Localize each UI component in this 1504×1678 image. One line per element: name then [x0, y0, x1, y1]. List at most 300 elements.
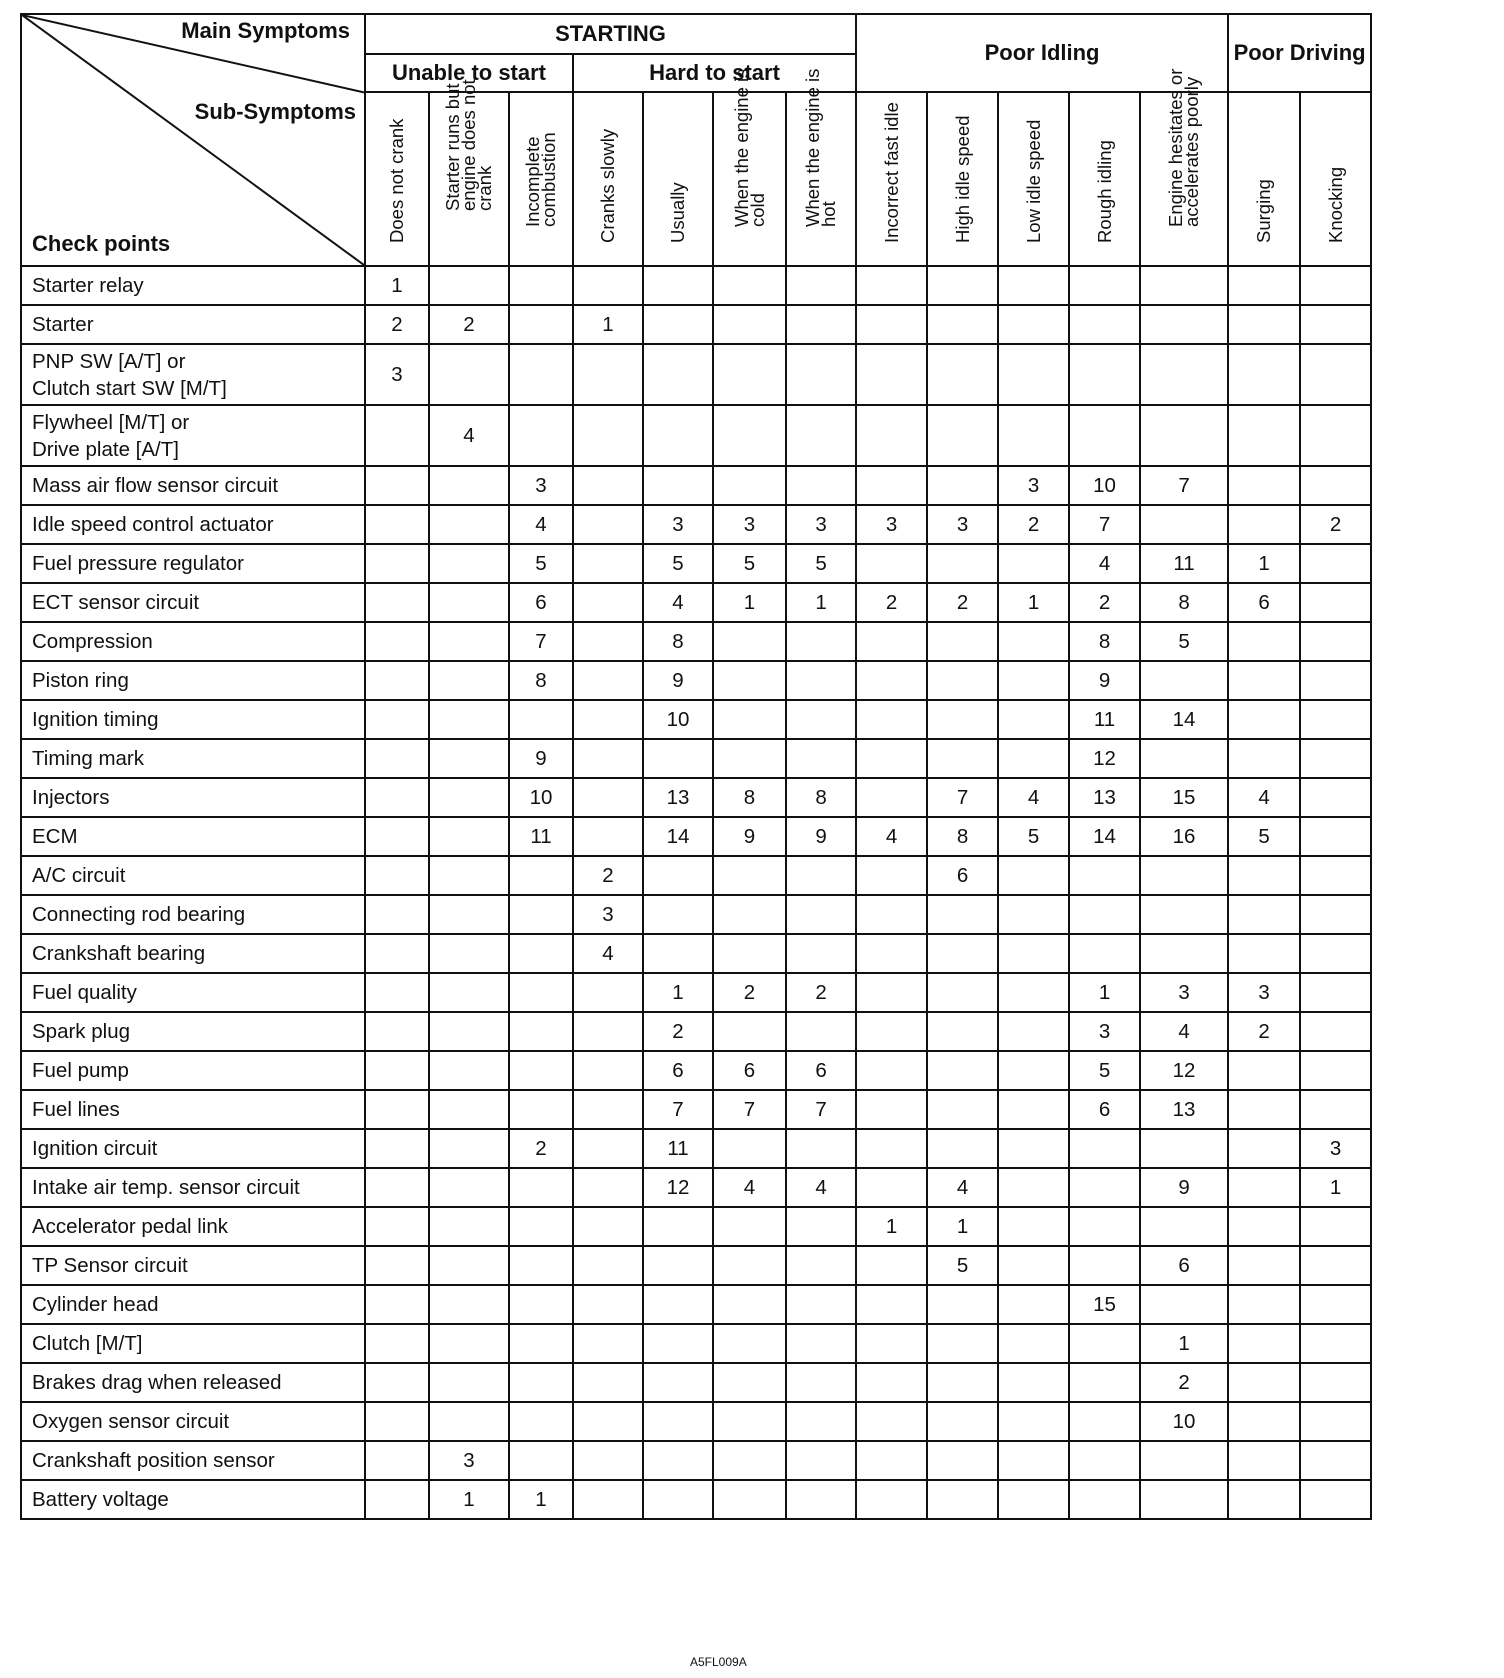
priority-cell: 2: [509, 1129, 573, 1168]
priority-cell: [713, 700, 786, 739]
priority-cell: [1069, 1480, 1140, 1519]
priority-cell: [509, 1051, 573, 1090]
priority-cell: [1140, 934, 1228, 973]
table-row: [21, 305, 1371, 344]
check-point-label: Piston ring: [21, 661, 365, 700]
priority-cell: [927, 1285, 998, 1324]
priority-cell: [573, 1402, 643, 1441]
priority-cell: [643, 1285, 713, 1324]
priority-cell: [998, 1363, 1069, 1402]
table-row: [21, 700, 1371, 739]
priority-cell: 4: [927, 1168, 998, 1207]
priority-cell: 12: [1069, 739, 1140, 778]
priority-cell: [998, 739, 1069, 778]
priority-cell: [1300, 1480, 1371, 1519]
priority-cell: 9: [509, 739, 573, 778]
priority-cell: [1228, 1207, 1300, 1246]
priority-cell: 2: [1300, 505, 1371, 544]
table-row: [21, 1480, 1371, 1519]
priority-cell: 4: [856, 817, 927, 856]
priority-cell: [365, 1480, 429, 1519]
check-point-label: Injectors: [21, 778, 365, 817]
priority-cell: [573, 1480, 643, 1519]
priority-cell: [1140, 1480, 1228, 1519]
check-point-label: Ignition circuit: [21, 1129, 365, 1168]
priority-cell: 2: [643, 1012, 713, 1051]
priority-cell: [365, 856, 429, 895]
priority-cell: [786, 266, 856, 305]
sub-symptom-header: [429, 79, 509, 266]
priority-cell: [429, 856, 509, 895]
priority-cell: [713, 305, 786, 344]
sub-symptom-label: Incorrect fast idle: [880, 102, 902, 243]
priority-cell: 7: [1140, 466, 1228, 505]
check-point-label: Flywheel [M/T] or Drive plate [A/T]: [21, 405, 365, 466]
priority-cell: [856, 661, 927, 700]
priority-cell: [998, 1480, 1069, 1519]
priority-cell: 3: [786, 505, 856, 544]
sub-symptom-header: [1300, 92, 1371, 266]
priority-cell: 8: [509, 661, 573, 700]
priority-cell: [856, 1480, 927, 1519]
table-row: [21, 1441, 1371, 1480]
priority-cell: 6: [927, 856, 998, 895]
priority-cell: [1069, 1324, 1140, 1363]
priority-cell: [786, 622, 856, 661]
priority-cell: 8: [713, 778, 786, 817]
priority-cell: [713, 405, 786, 466]
priority-cell: [1228, 405, 1300, 466]
priority-cell: [1228, 305, 1300, 344]
priority-cell: [786, 1363, 856, 1402]
priority-cell: 10: [643, 700, 713, 739]
priority-cell: [1069, 1207, 1140, 1246]
priority-cell: [365, 466, 429, 505]
priority-cell: 4: [429, 405, 509, 466]
priority-cell: [1300, 1090, 1371, 1129]
priority-cell: [365, 661, 429, 700]
check-point-label: Starter relay: [21, 266, 365, 305]
priority-cell: [998, 973, 1069, 1012]
priority-cell: [786, 1012, 856, 1051]
priority-cell: [927, 305, 998, 344]
priority-cell: [786, 1441, 856, 1480]
priority-cell: [1228, 344, 1300, 405]
priority-cell: [998, 895, 1069, 934]
priority-cell: 15: [1140, 778, 1228, 817]
priority-cell: [856, 700, 927, 739]
priority-cell: 5: [509, 544, 573, 583]
priority-cell: [927, 622, 998, 661]
table-row: [21, 739, 1371, 778]
priority-cell: [643, 1207, 713, 1246]
table-row: [21, 1090, 1371, 1129]
priority-cell: [856, 1324, 927, 1363]
priority-cell: [1228, 1402, 1300, 1441]
table-row: [21, 266, 1371, 305]
sub-symptom-header: [1069, 92, 1140, 266]
priority-cell: [365, 817, 429, 856]
priority-cell: [365, 1402, 429, 1441]
priority-cell: 12: [643, 1168, 713, 1207]
priority-cell: [713, 1324, 786, 1363]
header-corner-cell: [21, 14, 365, 266]
sub-symptoms-label: Sub-Symptoms: [194, 99, 356, 124]
priority-cell: [643, 856, 713, 895]
priority-cell: 5: [713, 544, 786, 583]
table-row: [21, 1285, 1371, 1324]
priority-cell: [927, 700, 998, 739]
table-row: [21, 1363, 1371, 1402]
priority-cell: [927, 1324, 998, 1363]
priority-cell: [998, 700, 1069, 739]
priority-cell: [1300, 817, 1371, 856]
check-point-label: Ignition timing: [21, 700, 365, 739]
priority-cell: [856, 1168, 927, 1207]
priority-cell: [573, 505, 643, 544]
priority-cell: [786, 1402, 856, 1441]
sub-symptom-header: [365, 92, 429, 266]
priority-cell: [643, 895, 713, 934]
priority-cell: [365, 622, 429, 661]
priority-cell: [509, 856, 573, 895]
priority-cell: [1069, 895, 1140, 934]
priority-cell: [998, 1441, 1069, 1480]
priority-cell: [1140, 856, 1228, 895]
sub-symptom-header: [1228, 92, 1300, 266]
check-points-body: [21, 266, 1371, 1519]
priority-cell: [643, 1480, 713, 1519]
check-point-label: PNP SW [A/T] or Clutch start SW [M/T]: [21, 344, 365, 405]
priority-cell: [856, 1441, 927, 1480]
priority-cell: 1: [713, 583, 786, 622]
priority-cell: [573, 778, 643, 817]
priority-cell: [573, 817, 643, 856]
priority-cell: [1228, 1324, 1300, 1363]
priority-cell: 6: [643, 1051, 713, 1090]
priority-cell: [927, 1363, 998, 1402]
priority-cell: [1140, 266, 1228, 305]
priority-cell: 12: [1140, 1051, 1228, 1090]
priority-cell: 3: [713, 505, 786, 544]
priority-cell: [998, 856, 1069, 895]
priority-cell: [856, 466, 927, 505]
priority-cell: 14: [643, 817, 713, 856]
priority-cell: [713, 344, 786, 405]
priority-cell: [1069, 1402, 1140, 1441]
subgroup-unable-to-start: Unable to start: [365, 54, 573, 92]
priority-cell: 3: [573, 895, 643, 934]
priority-cell: [365, 405, 429, 466]
sub-symptom-header: [643, 92, 713, 266]
priority-cell: [713, 1129, 786, 1168]
sub-symptom-label: Usually: [667, 182, 688, 243]
priority-cell: 9: [713, 817, 786, 856]
priority-cell: [429, 544, 509, 583]
priority-cell: [573, 1246, 643, 1285]
priority-cell: 1: [643, 973, 713, 1012]
priority-cell: [786, 739, 856, 778]
priority-cell: 5: [1140, 622, 1228, 661]
priority-cell: [998, 1051, 1069, 1090]
priority-cell: [429, 700, 509, 739]
priority-cell: [429, 505, 509, 544]
check-point-label: Fuel pump: [21, 1051, 365, 1090]
priority-cell: [856, 544, 927, 583]
check-point-label: Accelerator pedal link: [21, 1207, 365, 1246]
priority-cell: 8: [1069, 622, 1140, 661]
priority-cell: [1069, 1441, 1140, 1480]
priority-cell: 4: [1228, 778, 1300, 817]
priority-cell: 9: [643, 661, 713, 700]
priority-cell: [927, 895, 998, 934]
priority-cell: [856, 856, 927, 895]
priority-cell: 2: [1228, 1012, 1300, 1051]
priority-cell: [856, 266, 927, 305]
sub-symptom-header: [1140, 68, 1228, 266]
priority-cell: [998, 1129, 1069, 1168]
priority-cell: 2: [786, 973, 856, 1012]
priority-cell: [643, 344, 713, 405]
priority-cell: [856, 739, 927, 778]
check-point-label: Idle speed control actuator: [21, 505, 365, 544]
priority-cell: [429, 1402, 509, 1441]
priority-cell: [713, 739, 786, 778]
check-point-label: Starter: [21, 305, 365, 344]
priority-cell: 9: [1069, 661, 1140, 700]
priority-cell: [573, 266, 643, 305]
priority-cell: [713, 622, 786, 661]
priority-cell: [573, 973, 643, 1012]
check-point-label: Spark plug: [21, 1012, 365, 1051]
diagonal-lines: [22, 15, 364, 265]
priority-cell: [1300, 1324, 1371, 1363]
priority-cell: 3: [1228, 973, 1300, 1012]
table-row: [21, 505, 1371, 544]
priority-cell: [365, 934, 429, 973]
priority-cell: [643, 934, 713, 973]
priority-cell: [429, 1324, 509, 1363]
priority-cell: [998, 344, 1069, 405]
priority-cell: [365, 505, 429, 544]
main-symptoms-label: Main Symptoms: [181, 18, 350, 43]
sub-symptom-label: Does not crank: [386, 118, 407, 243]
priority-cell: 7: [713, 1090, 786, 1129]
priority-cell: 1: [429, 1480, 509, 1519]
table-row: [21, 1051, 1371, 1090]
priority-cell: [1069, 405, 1140, 466]
priority-cell: 15: [1069, 1285, 1140, 1324]
priority-cell: [713, 895, 786, 934]
priority-cell: [365, 1012, 429, 1051]
priority-cell: [1228, 1246, 1300, 1285]
table-row: [21, 466, 1371, 505]
priority-cell: [1300, 1441, 1371, 1480]
priority-cell: [1140, 1285, 1228, 1324]
priority-cell: [429, 1363, 509, 1402]
sub-symptom-label: High idle speed: [951, 115, 973, 243]
priority-cell: [429, 1012, 509, 1051]
priority-cell: 2: [429, 305, 509, 344]
priority-cell: [643, 305, 713, 344]
priority-cell: [1228, 622, 1300, 661]
priority-cell: [509, 895, 573, 934]
priority-cell: 3: [998, 466, 1069, 505]
priority-cell: [429, 1168, 509, 1207]
priority-cell: [713, 1285, 786, 1324]
sub-symptom-label: Starter runs but engine does not crank: [442, 79, 495, 211]
priority-cell: [509, 934, 573, 973]
priority-cell: [856, 973, 927, 1012]
priority-cell: [1069, 1129, 1140, 1168]
sub-symptom-label: Knocking: [1324, 166, 1346, 243]
check-point-label: Crankshaft position sensor: [21, 1441, 365, 1480]
priority-cell: [786, 305, 856, 344]
priority-cell: [643, 739, 713, 778]
priority-cell: [573, 1012, 643, 1051]
priority-cell: [1069, 934, 1140, 973]
priority-cell: [365, 1324, 429, 1363]
priority-cell: 8: [786, 778, 856, 817]
check-point-label: Compression: [21, 622, 365, 661]
priority-cell: 4: [509, 505, 573, 544]
priority-cell: 1: [998, 583, 1069, 622]
priority-cell: [1300, 1207, 1371, 1246]
sub-symptom-label: Engine hesitates or accelerates poorly: [1165, 68, 1203, 227]
priority-cell: 3: [365, 344, 429, 405]
sub-symptom-header: [998, 92, 1069, 266]
priority-cell: [643, 1363, 713, 1402]
priority-cell: [927, 544, 998, 583]
priority-cell: [573, 1129, 643, 1168]
priority-cell: [429, 1051, 509, 1090]
priority-cell: [786, 856, 856, 895]
priority-cell: [1300, 1402, 1371, 1441]
priority-cell: 11: [1140, 544, 1228, 583]
priority-cell: [365, 544, 429, 583]
priority-cell: [1228, 505, 1300, 544]
priority-cell: [713, 266, 786, 305]
table-row: [21, 817, 1371, 856]
priority-cell: 8: [643, 622, 713, 661]
priority-cell: [429, 973, 509, 1012]
priority-cell: [1300, 1285, 1371, 1324]
priority-cell: [573, 622, 643, 661]
priority-cell: [998, 1285, 1069, 1324]
priority-cell: [1228, 1363, 1300, 1402]
check-point-label: Clutch [M/T]: [21, 1324, 365, 1363]
priority-cell: 6: [1228, 583, 1300, 622]
priority-cell: [429, 266, 509, 305]
priority-cell: [365, 1207, 429, 1246]
priority-cell: [573, 583, 643, 622]
priority-cell: 4: [643, 583, 713, 622]
priority-cell: [429, 895, 509, 934]
priority-cell: [1300, 305, 1371, 344]
priority-cell: 7: [643, 1090, 713, 1129]
priority-cell: 14: [1069, 817, 1140, 856]
priority-cell: [509, 405, 573, 466]
check-point-label: Intake air temp. sensor circuit: [21, 1168, 365, 1207]
check-point-label: Mass air flow sensor circuit: [21, 466, 365, 505]
priority-cell: [1228, 661, 1300, 700]
priority-cell: [927, 739, 998, 778]
priority-cell: [1300, 583, 1371, 622]
check-point-label: Fuel quality: [21, 973, 365, 1012]
priority-cell: 3: [1069, 1012, 1140, 1051]
priority-cell: [429, 817, 509, 856]
table-row: [21, 1207, 1371, 1246]
priority-cell: [573, 1324, 643, 1363]
priority-cell: [927, 1090, 998, 1129]
check-point-label: Oxygen sensor circuit: [21, 1402, 365, 1441]
check-point-label: Timing mark: [21, 739, 365, 778]
priority-cell: [1228, 739, 1300, 778]
priority-cell: 2: [365, 305, 429, 344]
priority-cell: [1140, 344, 1228, 405]
table-row: [21, 895, 1371, 934]
priority-cell: [509, 1285, 573, 1324]
table-row: [21, 934, 1371, 973]
priority-cell: [786, 405, 856, 466]
priority-cell: [573, 1285, 643, 1324]
priority-cell: [927, 266, 998, 305]
priority-cell: [1140, 305, 1228, 344]
priority-cell: [429, 1246, 509, 1285]
priority-cell: 13: [1069, 778, 1140, 817]
priority-cell: [573, 739, 643, 778]
subgroup-hard-to-start: Hard to start: [573, 54, 856, 92]
priority-cell: [429, 934, 509, 973]
priority-cell: [998, 1246, 1069, 1285]
priority-cell: [998, 1090, 1069, 1129]
priority-cell: [1300, 895, 1371, 934]
priority-cell: [786, 344, 856, 405]
priority-cell: [509, 1246, 573, 1285]
priority-cell: [1228, 1051, 1300, 1090]
priority-cell: [856, 934, 927, 973]
priority-cell: 9: [786, 817, 856, 856]
priority-cell: [509, 344, 573, 405]
priority-cell: [856, 1402, 927, 1441]
priority-cell: 1: [1140, 1324, 1228, 1363]
priority-cell: [856, 1285, 927, 1324]
priority-cell: 5: [998, 817, 1069, 856]
priority-cell: [509, 1012, 573, 1051]
priority-cell: [1140, 405, 1228, 466]
sub-symptom-header: [573, 92, 643, 266]
priority-cell: [509, 1402, 573, 1441]
priority-cell: [509, 700, 573, 739]
priority-cell: 7: [1069, 505, 1140, 544]
priority-cell: [856, 778, 927, 817]
priority-cell: [365, 1129, 429, 1168]
priority-cell: [713, 661, 786, 700]
priority-cell: [713, 934, 786, 973]
priority-cell: [1300, 1246, 1371, 1285]
priority-cell: [998, 544, 1069, 583]
priority-cell: [509, 973, 573, 1012]
priority-cell: [786, 1129, 856, 1168]
priority-cell: [509, 1090, 573, 1129]
sub-symptom-header: [786, 68, 856, 266]
group-poor-driving: Poor Driving: [1228, 14, 1371, 92]
priority-cell: 2: [998, 505, 1069, 544]
priority-cell: [1300, 856, 1371, 895]
sub-symptom-label: When the engine is cold: [730, 68, 768, 227]
check-points-label: Check points: [32, 231, 171, 256]
priority-cell: 11: [643, 1129, 713, 1168]
